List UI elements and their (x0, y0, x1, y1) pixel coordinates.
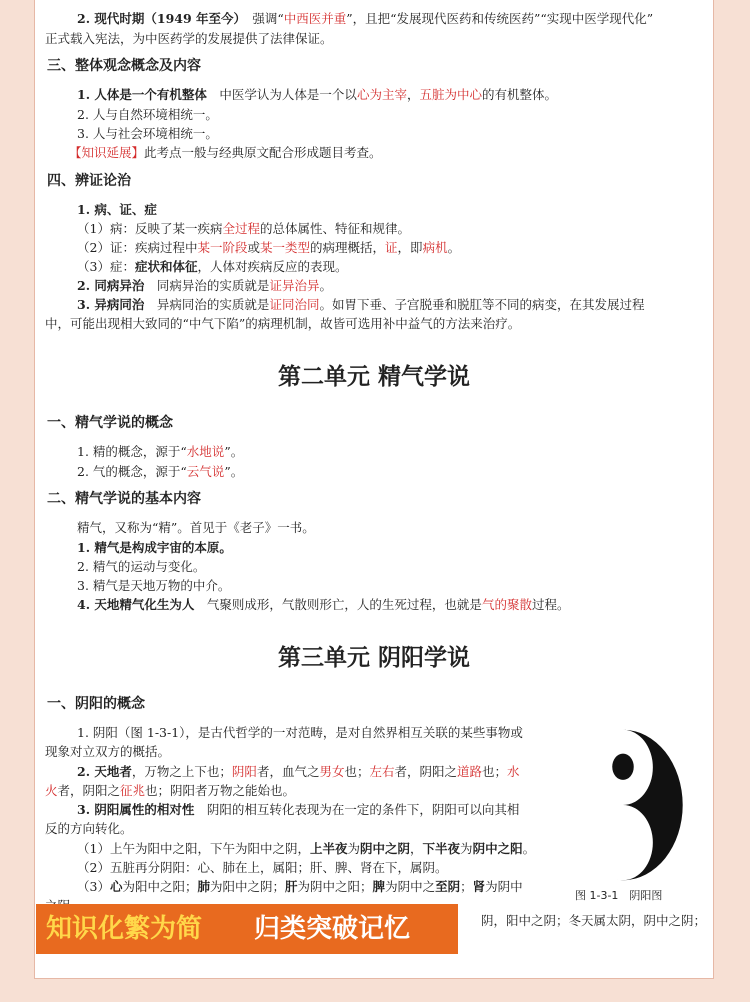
yin-yang-figure (563, 725, 683, 885)
text-line: 3. 人与社会环境相统一。 (77, 126, 218, 141)
text-line: 2. 人与自然环境相统一。 (77, 107, 218, 122)
figure-caption: 图 1-3-1 阴阳图 (575, 889, 663, 902)
section-heading: 四、辨证论治 (47, 173, 131, 189)
text-line: 2. 现代时期（1949 年至今） 强调“中西医并重”，且把“发展现代医药和传统医药”“实现中医学现代化” (77, 11, 654, 26)
text-line: 2. 气的概念，源于“云气说”。 (77, 464, 244, 479)
text-line: 2. 同病异治 同病异治的实质就是证异治异。 (77, 278, 332, 293)
text-line: （2）证：疾病过程中某一阶段或某一类型的病理概括，证，即病机。 (77, 240, 461, 255)
text-line: 反的方向转化。 (45, 821, 133, 836)
text-line: 正式载入宪法，为中医药学的发展提供了法律保证。 (45, 31, 333, 46)
section-heading: 二、精气学说的基本内容 (47, 491, 201, 507)
text-line: 1. 人体是一个有机整体 中医学认为人体是一个以心为主宰，五脏为中心的有机整体。 (77, 87, 557, 102)
text-line: 1. 精气是构成宇宙的本原。 (77, 540, 232, 555)
text-line: 1. 阴阳（图 1-3-1），是古代哲学的一对范畴，是对自然界相互关联的某些事物或 (77, 725, 523, 740)
document-page (34, 0, 714, 979)
unit-title: 第二单元 精气学说 (277, 364, 470, 390)
text-line: （1）上午为阳中之阳，下午为阳中之阴，上半夜为阴中之阴，下半夜为阴中之阳。 (77, 841, 536, 856)
section-heading: 一、精气学说的概念 (47, 415, 173, 431)
text-line: 【知识延展】此考点一般与经典原文配合形成题目考查。 (69, 145, 382, 160)
banner-text-primary: 知识化繁为简 (46, 914, 203, 944)
banner-text-secondary: 归类突破记忆 (254, 914, 411, 944)
text-line: （2）五脏再分阴阳：心、肺在上，属阳；肝、脾、肾在下，属阴。 (77, 860, 448, 875)
text-line: 精气，又称为“精”。首见于《老子》一书。 (77, 520, 315, 535)
text-line: 3. 异病同治 异病同治的实质就是证同治同。如胃下垂、子宫脱垂和脱肛等不同的病变，在其发展过程 (77, 297, 645, 312)
text-line: 1. 精的概念，源于“水地说”。 (77, 444, 244, 459)
text-line: 2. 精气的运动与变化。 (77, 559, 206, 574)
unit-title: 第三单元 阴阳学说 (277, 645, 470, 671)
promo-banner (36, 904, 458, 954)
text-line: 3. 阴阳属性的相对性 阴阳的相互转化表现为在一定的条件下，阴阳可以向其相 (77, 802, 520, 817)
section-heading: 一、阴阳的概念 (47, 696, 145, 712)
text-line: 1. 病、证、症 (77, 202, 157, 217)
text-line: （1）病：反映了某一疾病全过程的总体属性、特征和规律。 (77, 221, 410, 236)
text-line: 2. 天地者，万物之上下也；阴阳者，血气之男女也；左右者，阴阳之道路也；水 (77, 764, 520, 779)
text-line: 现象对立双方的概括。 (45, 744, 171, 759)
text-line: 火者，阴阳之征兆也；阴阳者万物之能始也。 (45, 783, 296, 798)
text-line: 4. 天地精气化生为人 气聚则成形，气散则形亡，人的生死过程，也就是气的聚散过程。 (77, 597, 570, 612)
text-line: （3）心为阳中之阳；肺为阳中之阴；肝为阴中之阳；脾为阴中之至阴；肾为阴中 (77, 879, 523, 894)
text-line: （3）症：症状和体征，人体对疾病反应的表现。 (77, 259, 348, 274)
text-line: 阴，阳中之阴；冬天属太阴，阴中之阴； (481, 913, 707, 928)
text-line: 中，可能出现相大致同的“中气下陷”的病理机制，故皆可选用补中益气的方法来治疗。 (45, 316, 521, 331)
text-line: 3. 精气是天地万物的中介。 (77, 578, 231, 593)
section-heading: 三、整体观念概念及内容 (47, 58, 201, 74)
